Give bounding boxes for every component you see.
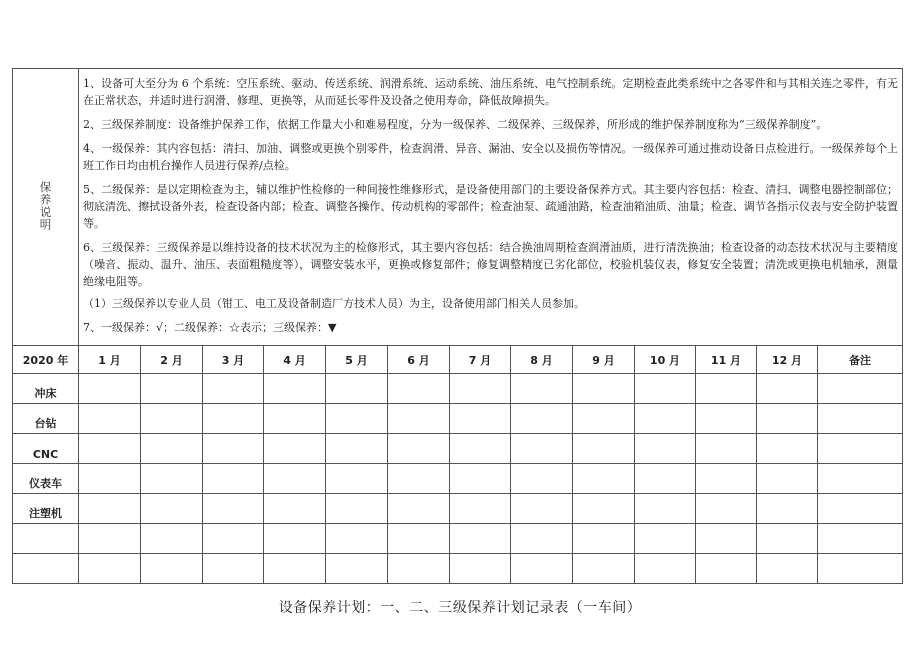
table-row	[13, 524, 903, 554]
schedule-cell[interactable]	[388, 554, 450, 584]
year-header: 2020 年	[13, 346, 79, 374]
legend-line: 7、一级保养：√；二级保养：☆表示；三级保养：▼	[83, 321, 337, 334]
schedule-cell[interactable]	[388, 404, 450, 434]
schedule-cell[interactable]	[696, 554, 757, 584]
schedule-cell[interactable]	[141, 494, 203, 524]
document-caption: 设备保养计划：一、二、三级保养计划记录表（一车间）	[278, 600, 642, 616]
schedule-cell[interactable]	[635, 464, 696, 494]
schedule-cell[interactable]	[79, 524, 141, 554]
schedule-cell[interactable]	[511, 554, 573, 584]
table-row	[13, 404, 903, 434]
schedule-cell[interactable]	[388, 524, 450, 554]
schedule-cell[interactable]	[141, 524, 203, 554]
schedule-cell[interactable]	[203, 404, 264, 434]
equipment-name	[13, 524, 79, 554]
schedule-cell[interactable]	[450, 434, 511, 464]
month-header: 10 月	[635, 346, 696, 374]
equipment-name	[13, 554, 79, 584]
remark-cell[interactable]	[818, 434, 903, 464]
schedule-cell[interactable]	[696, 524, 757, 554]
schedule-cell[interactable]	[141, 374, 203, 404]
schedule-cell[interactable]	[203, 554, 264, 584]
description-item-4: 4、一级保养：其内容包括：清扫、加油、调整或更换个别零件，检查润滑、异音、漏油、安全以及损伤等情况。一级保养可通过推动设备日点检进行。一级保养每个上班工作日均由机台操作人员进行保养/点检。	[83, 142, 899, 172]
schedule-cell[interactable]	[757, 464, 818, 494]
schedule-cell[interactable]	[326, 554, 388, 584]
description-item-6-note: （1）三级保养以专业人员（钳工、电工及设备制造厂方技术人员）为主，设备使用部门相关人员参加。	[83, 297, 585, 310]
description-item-5: 5、二级保养：是以定期检查为主，辅以维护性检修的一种间接性维修形式，是设备使用部门的主要设备保养方式。其主要内容包括：检查、清扫、调整电器控制部位；彻底清洗、擦拭设备外表，检查设备内部；检查、调整各操作、传动机构的零部件；检查油泵、疏通油路，检查油箱油质、油量；检查、调节各指示仪表与安全防护装置等。	[83, 183, 899, 230]
schedule-cell[interactable]	[757, 374, 818, 404]
schedule-cell[interactable]	[635, 524, 696, 554]
remark-cell[interactable]	[818, 374, 903, 404]
schedule-cell[interactable]	[696, 494, 757, 524]
schedule-cell[interactable]	[511, 374, 573, 404]
schedule-cell[interactable]	[573, 554, 635, 584]
schedule-cell[interactable]	[264, 524, 326, 554]
schedule-cell[interactable]	[511, 434, 573, 464]
schedule-cell[interactable]	[326, 404, 388, 434]
schedule-cell[interactable]	[450, 554, 511, 584]
equipment-name: 冲床	[13, 374, 79, 404]
schedule-cell[interactable]	[79, 554, 141, 584]
remark-cell[interactable]	[818, 524, 903, 554]
remark-cell[interactable]	[818, 464, 903, 494]
schedule-cell[interactable]	[264, 494, 326, 524]
schedule-cell[interactable]	[511, 464, 573, 494]
table-row	[13, 494, 903, 524]
month-header: 12 月	[757, 346, 818, 374]
schedule-cell[interactable]	[450, 464, 511, 494]
schedule-cell[interactable]	[757, 494, 818, 524]
schedule-cell[interactable]	[635, 374, 696, 404]
schedule-cell[interactable]	[388, 374, 450, 404]
schedule-cell[interactable]	[696, 464, 757, 494]
remark-cell[interactable]	[818, 554, 903, 584]
schedule-cell[interactable]	[450, 494, 511, 524]
remark-header: 备注	[818, 346, 903, 374]
schedule-cell[interactable]	[635, 494, 696, 524]
schedule-cell[interactable]	[141, 464, 203, 494]
schedule-cell[interactable]	[203, 464, 264, 494]
schedule-cell[interactable]	[573, 374, 635, 404]
month-header: 4 月	[264, 346, 326, 374]
schedule-cell[interactable]	[264, 464, 326, 494]
schedule-cell[interactable]	[326, 494, 388, 524]
schedule-cell[interactable]	[141, 554, 203, 584]
schedule-cell[interactable]	[326, 464, 388, 494]
schedule-cell[interactable]	[757, 554, 818, 584]
table-row	[13, 554, 903, 584]
schedule-cell[interactable]	[450, 524, 511, 554]
schedule-cell[interactable]	[511, 404, 573, 434]
schedule-cell[interactable]	[573, 434, 635, 464]
table-row	[13, 374, 903, 404]
schedule-cell[interactable]	[696, 404, 757, 434]
month-header: 6 月	[388, 346, 450, 374]
schedule-cell[interactable]	[450, 374, 511, 404]
schedule-cell[interactable]	[757, 434, 818, 464]
remark-cell[interactable]	[818, 494, 903, 524]
schedule-cell[interactable]	[635, 434, 696, 464]
schedule-cell[interactable]	[450, 404, 511, 434]
schedule-cell[interactable]	[326, 374, 388, 404]
month-header: 8 月	[511, 346, 573, 374]
schedule-cell[interactable]	[79, 404, 141, 434]
table-row	[13, 464, 903, 494]
schedule-cell[interactable]	[388, 434, 450, 464]
description-cell	[79, 69, 903, 346]
month-header: 2 月	[141, 346, 203, 374]
side-label: 保养说明	[38, 180, 53, 231]
schedule-cell[interactable]	[264, 434, 326, 464]
schedule-cell[interactable]	[573, 404, 635, 434]
schedule-cell[interactable]	[264, 374, 326, 404]
month-header: 9 月	[573, 346, 635, 374]
equipment-name: 注塑机	[13, 494, 79, 524]
schedule-cell[interactable]	[203, 524, 264, 554]
schedule-cell[interactable]	[264, 404, 326, 434]
schedule-cell[interactable]	[79, 434, 141, 464]
schedule-cell[interactable]	[79, 464, 141, 494]
schedule-cell[interactable]	[511, 524, 573, 554]
schedule-cell[interactable]	[203, 494, 264, 524]
schedule-cell[interactable]	[326, 434, 388, 464]
equipment-rows	[13, 374, 903, 584]
schedule-cell[interactable]	[573, 464, 635, 494]
side-label-cell	[13, 69, 79, 346]
equipment-name: 仪表车	[13, 464, 79, 494]
schedule-cell[interactable]	[141, 434, 203, 464]
schedule-cell[interactable]	[757, 404, 818, 434]
schedule-cell[interactable]	[79, 494, 141, 524]
schedule-cell[interactable]	[388, 464, 450, 494]
month-header: 3 月	[203, 346, 264, 374]
description-item-2: 2、三级保养制度：设备维护保养工作，依据工作量大小和难易程度，分为一级保养、二级保养、三级保养，所形成的维护保养制度称为“三级保养制度”。	[83, 118, 828, 131]
schedule-cell[interactable]	[388, 494, 450, 524]
equipment-name: 台钻	[13, 404, 79, 434]
header-row	[13, 346, 903, 374]
description-item-6: 6、三级保养：三级保养是以维持设备的技术状况为主的检修形式，其主要内容包括：结合换油周期检查润滑油质，进行清洗换油；检查设备的动态技术状况与主要精度（噪音、振动、温升、油压、表面粗糙度等），调整安装水平，更换或修复部件；修复调整精度已劣化部位，校验机装仪表，修复安全装置；清洗或更换电机轴承，测量绝缘电阻等。	[83, 241, 899, 288]
remark-cell[interactable]	[818, 404, 903, 434]
schedule-cell[interactable]	[511, 494, 573, 524]
month-header: 7 月	[450, 346, 511, 374]
schedule-cell[interactable]	[573, 524, 635, 554]
schedule-cell[interactable]	[79, 374, 141, 404]
schedule-cell[interactable]	[141, 404, 203, 434]
schedule-cell[interactable]	[635, 404, 696, 434]
schedule-cell[interactable]	[326, 524, 388, 554]
schedule-cell[interactable]	[264, 554, 326, 584]
table-row	[13, 434, 903, 464]
month-header: 1 月	[79, 346, 141, 374]
month-header: 5 月	[326, 346, 388, 374]
description-item-1: 1、设备可大至分为 6 个系统：空压系统、驱动、传送系统、润滑系统、运动系统、油压系统、电气控制系统。定期检查此类系统中之各零件和与其相关连之零件，有无在正常状态，并适时进行润滑、修理、更换等，从而延长零件及设备之使用寿命，降低故障损失。	[83, 77, 899, 107]
maintenance-plan-table	[12, 68, 903, 584]
schedule-cell[interactable]	[696, 434, 757, 464]
schedule-cell[interactable]	[573, 494, 635, 524]
equipment-name: CNC	[13, 434, 79, 464]
schedule-cell[interactable]	[696, 374, 757, 404]
schedule-cell[interactable]	[635, 554, 696, 584]
schedule-cell[interactable]	[757, 524, 818, 554]
month-header: 11 月	[696, 346, 757, 374]
schedule-cell[interactable]	[203, 434, 264, 464]
schedule-cell[interactable]	[203, 374, 264, 404]
description-row	[13, 69, 903, 346]
